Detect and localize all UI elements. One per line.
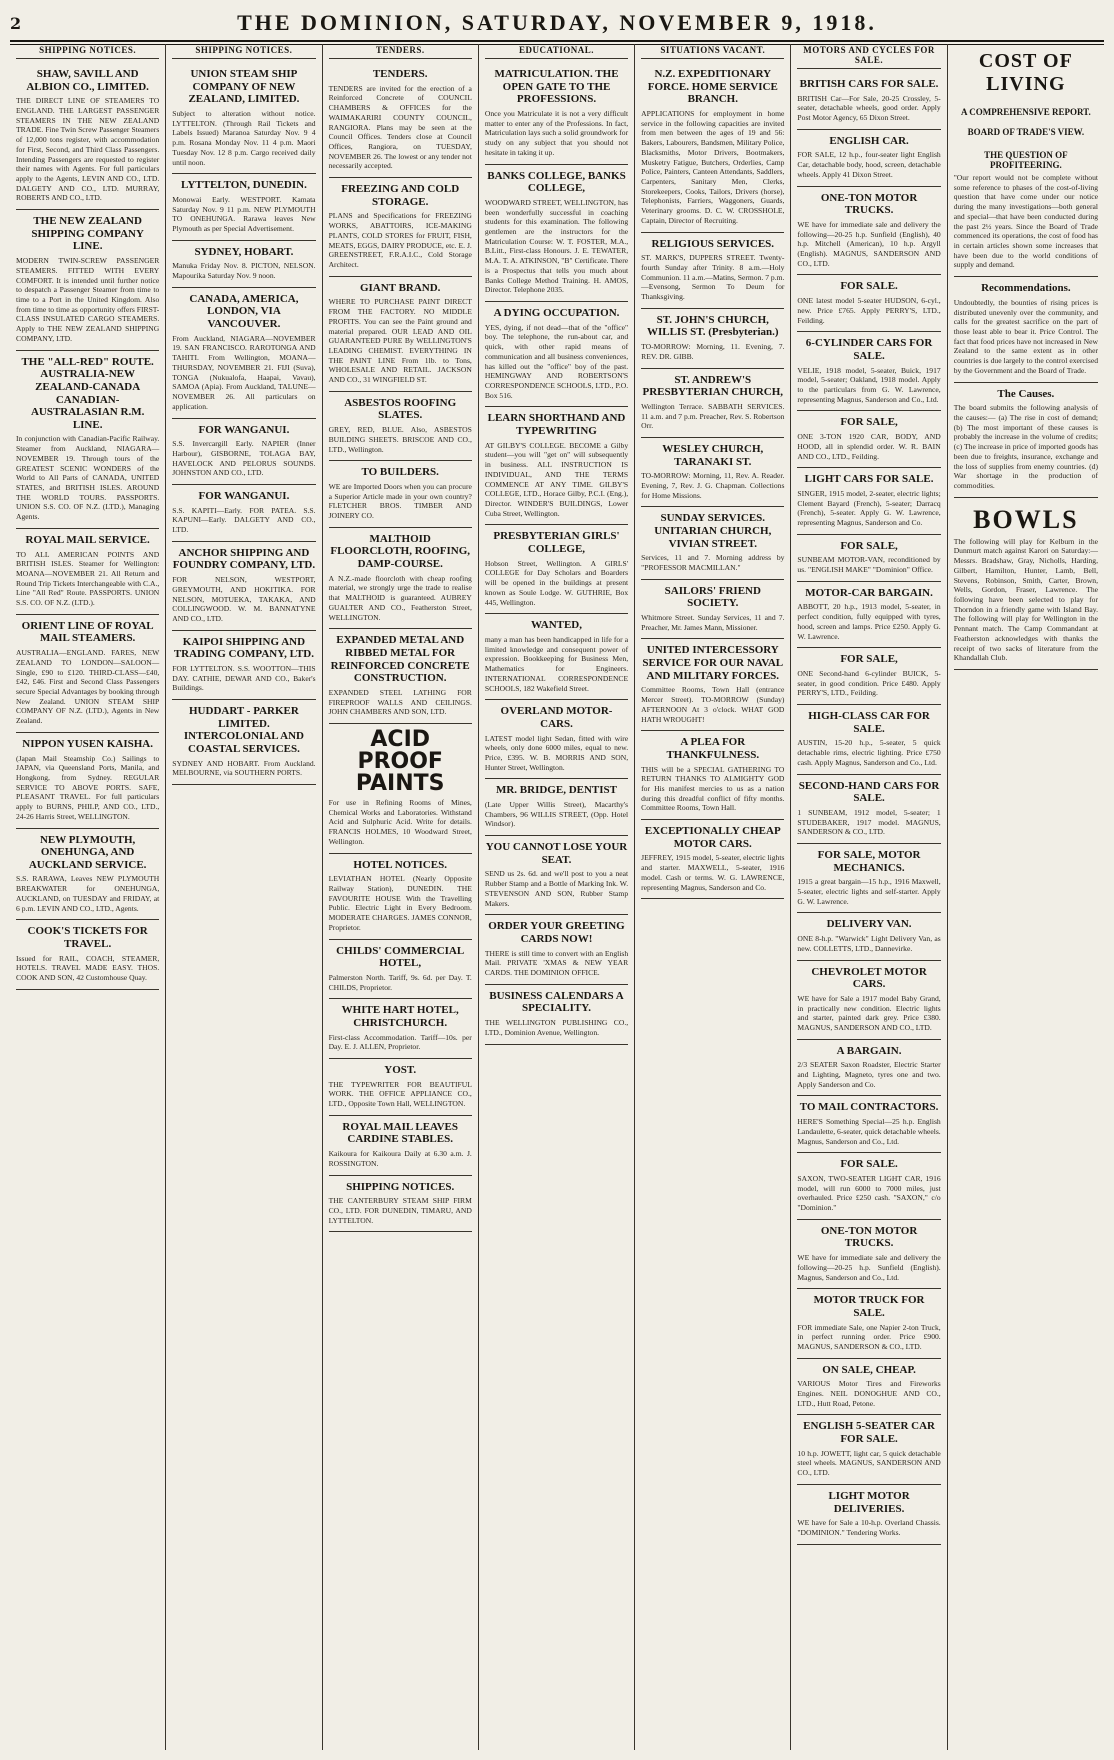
advertisement xyxy=(797,705,940,774)
ad-body-text: 2/3 SEATER Saxon Roadster, Electric Starter and Lighting, Magneto, tyres one and two. Apply Sanderson and Co. xyxy=(797,1060,941,1089)
advertisement xyxy=(329,940,472,1000)
advertisement xyxy=(797,844,940,913)
ad-heading: MATRICULATION. THE OPEN GATE TO THE PROFESSIONS. xyxy=(494,68,619,106)
ad-body-text: S.S. Invercargill Early. NAPIER (Inner Harbour), GISBORNE, TOLAGA BAY, HAVELOCK AND PELORUS SOUNDS. JOHNSTON AND CO., LTD. xyxy=(172,439,316,478)
ad-heading: ON SALE, CHEAP. xyxy=(822,1363,916,1376)
advertisement xyxy=(641,438,784,507)
ad-heading: HIGH-CLASS CAR FOR SALE. xyxy=(808,710,930,735)
advertisement xyxy=(641,507,784,579)
ad-heading: A COMPREHENSIVE REPORT. xyxy=(960,107,1091,117)
ad-heading: ASBESTOS ROOFING SLATES. xyxy=(344,396,457,422)
advertisement xyxy=(797,775,940,844)
advertisement xyxy=(16,210,159,350)
advertisement xyxy=(16,733,159,829)
advertisement xyxy=(329,63,472,178)
advertisement xyxy=(641,369,784,438)
ad-heading: ROYAL MAIL LEAVES CARDINE STABLES. xyxy=(342,1120,458,1146)
advertisement xyxy=(954,142,1098,277)
advertisement xyxy=(641,309,784,369)
ad-body-text: Once you Matriculate it is not a very difficult matter to enter any of the Professions. In fact, Matriculation lays such a solid groundwork for study on any subject that you should not hesitate in taking it up. xyxy=(484,108,629,157)
advertisement xyxy=(797,332,940,411)
advertisement xyxy=(797,1415,940,1484)
advertisement xyxy=(954,383,1098,498)
advertisement xyxy=(797,73,940,130)
ad-heading: PRESBYTERIAN GIRLS' COLLEGE, xyxy=(493,530,620,556)
advertisement xyxy=(329,1059,472,1116)
ad-body-text: S.S. KAPITI—Early. FOR PATEA. S.S. KAPUNI—Early. DALGETY AND CO., LTD. xyxy=(172,505,316,535)
ad-heading: ST. ANDREW'S PRESBYTERIAN CHURCH, xyxy=(642,373,784,399)
ad-heading: FOR SALE, xyxy=(840,653,898,666)
columns-container xyxy=(10,44,1104,1750)
advertisement xyxy=(797,130,940,187)
ad-heading: ENGLISH CAR. xyxy=(829,134,909,147)
ad-body-text: Manuka Friday Nov. 8. PICTON, NELSON. Mapourika Saturday Nov. 9 noon. xyxy=(172,261,316,281)
ad-heading: ANCHOR SHIPPING AND FOUNDRY COMPANY, LTD. xyxy=(172,546,316,572)
advertisement xyxy=(329,1116,472,1176)
advertisement xyxy=(797,187,940,276)
ad-heading: CHEVROLET MOTOR CARS. xyxy=(811,965,927,991)
advertisement xyxy=(954,498,1098,670)
ad-heading: The Causes. xyxy=(997,387,1055,400)
ad-body-text: SYDNEY AND HOBART. From Auckland. MELBOURNE, via SOUTHERN PORTS. xyxy=(172,758,316,778)
advertisement xyxy=(485,836,628,915)
ad-body-text: BRITISH Car—For Sale, 20-25 Crossley, 5-seater, detachable wheels, good order. Apply Post Motor Agency, 65 Dixon Street. xyxy=(797,93,941,123)
advertisement xyxy=(797,535,940,582)
ad-body-text: WE have for immediate sale and delivery the following—20-25 h.p. Sunfield (English). Magnus, Sanderson and Co., Ltd. xyxy=(797,1253,941,1282)
ad-heading: SUNDAY SERVICES. UNITARIAN CHURCH, VIVIAN STREET. xyxy=(654,512,772,550)
ad-body-text: THERE is still time to convert with an English Mail. PRIVATE 'XMAS & NEW YEAR CARDS. THE DOMINION OFFICE. xyxy=(484,948,629,978)
ad-heading: FREEZING AND COLD STORAGE. xyxy=(341,183,460,208)
advertisement xyxy=(485,700,628,779)
ad-body-text: GREY, RED, BLUE. Also, ASBESTOS BUILDING SHEETS. BRISCOE AND CO., LTD., Wellington. xyxy=(328,425,472,454)
advertisement xyxy=(641,63,784,233)
column-4 xyxy=(479,44,635,1750)
advertisement xyxy=(797,913,940,960)
ad-body-text: "Our report would not be complete without some reference to phases of the cost-of-living question that have come under our notice during the many investigations—both general and special—that have been conducted during the past 2½ years. Since the Board of Trade commenced its operations, the cost of food has in certain articles shown some increases that have been due to the world conditions of supply and demand. xyxy=(953,173,1098,270)
advertisement xyxy=(16,920,159,989)
column-heading: SHIPPING NOTICES. xyxy=(172,44,315,59)
column-heading: EDUCATIONAL. xyxy=(485,44,628,59)
newspaper-title: THE DOMINION, SATURDAY, NOVEMBER 9, 1918. xyxy=(237,10,877,35)
ad-body-text: First-class Accommodation. Tariff—10s. per Day. E. J. ALLEN, Proprietor. xyxy=(328,1032,472,1052)
ad-body-text: A N.Z.-made floorcloth with cheap roofing material, we strongly urge the trade to realise that MALTHOID is guaranteed. AUBREY GUALTER AND CO., Featherston Street, WELLINGTON. xyxy=(328,573,472,622)
ad-body-text: TENDERS are invited for the erection of a Reinforced Concrete of COUNCIL CHAMBERS & OFFICES for the WAIMAKARIRI COUNTY COUNCIL, RANGIORA. Plans may be seen at the Council Offices. Tenders close at Council Offices, Rangiora, on TUESDAY, NOVEMBER 26. The lowest or any tender not necessarily accepted. xyxy=(328,83,472,171)
ad-heading: ONE-TON MOTOR TRUCKS. xyxy=(820,1224,918,1250)
column-6 xyxy=(791,44,947,1750)
ad-heading: LYTTELTON, DUNEDIN. xyxy=(181,179,307,192)
ad-body-text: In conjunction with Canadian-Pacific Railway. Steamer from Auckland, NIAGARA—NOVEMBER 19. Through tours of the GREATEST SCENIC WONDERS of the World to All Parts of CANADA, UNITED STATES, and BRITISH ISLES. AROUND THE WORLD TOURS. PASSPORTS. UNION S.S. CO. OF N.Z. (LTD.), Managing Agents. xyxy=(16,434,160,522)
ad-heading: ORDER YOUR GREETING CARDS NOW! xyxy=(488,920,625,945)
advertisement xyxy=(172,174,315,241)
ad-body-text: Subject to alteration without notice. LYTTELTON. (Through Rail Tickets and Labels Issued) Maranoa Saturday Nov. 9 4 p.m. Rosana Monday Nov. 11 4 p.m. Maori Tuesday Nov. 12 8 p.m. Cargo received daily until noon. xyxy=(172,108,316,167)
ad-body-text: ONE 3-TON 1920 CAR, BODY, AND HOOD, all in splendid order. W. R. BAIN AND CO., LTD., Feilding. xyxy=(797,432,941,461)
ad-heading: FOR SALE, MOTOR MECHANICS. xyxy=(817,849,921,874)
advertisement xyxy=(16,615,159,733)
advertisement xyxy=(954,44,1098,102)
ad-body-text: Monowai Early. WESTPORT. Kamata Saturday Nov. 9 11 p.m. NEW PLYMOUTH TO ONEHUNGA. Rarawa leaves New Plymouth as per Special Advertisement. xyxy=(172,194,316,234)
ad-heading: COST OF LIVING xyxy=(978,50,1073,95)
ad-body-text: ONE 8-h.p. "Warwick" Light Delivery Van, as new. COLLETTS, LTD., Dannevirke. xyxy=(797,934,941,953)
ad-heading: THE QUESTION OF PROFITEERING. xyxy=(984,150,1068,170)
ad-heading: A DYING OCCUPATION. xyxy=(493,306,620,319)
advertisement xyxy=(329,854,472,940)
advertisement xyxy=(485,63,628,165)
ad-body-text: SUNBEAM MOTOR-VAN, reconditioned by us. "ENGLISH MAKE" "Dominion" Office. xyxy=(797,555,941,575)
advertisement xyxy=(172,288,315,419)
ad-body-text: VARIOUS Motor Tires and Fireworks Engines. NEIL DONOGHUE AND CO., LTD., Hutt Road, Petone. xyxy=(797,1379,941,1408)
ad-heading: DELIVERY VAN. xyxy=(826,918,912,931)
ad-body-text: SINGER, 1915 model, 2-seater, electric lights; Clement Bayard (French), 5-seater; Darracq (French), 5-seater. Apply G. W. Lawrence, representing Magnus, Sanderson and Co. xyxy=(797,488,941,528)
ad-body-text: WHERE TO PURCHASE PAINT DIRECT FROM THE FACTORY. NO MIDDLE PROFITS. You can see the Paint ground and material prepared. OUR LEAD AND OIL GUARANTEED PURE By WELLINGTON'S LEADING CHEMIST. EVERYTHING IN THE PAINT LINE From 1lb. to Tons, WHOLESALE AND RETAIL. JACKSON AND CO., 31 WINGFIELD ST. xyxy=(328,297,472,385)
advertisement xyxy=(172,485,315,542)
ad-body-text: Whitmore Street. Sunday Services, 11 and 7. Preacher, Mr. James Mann, Missioner. xyxy=(641,613,785,632)
ad-heading: TO MAIL CONTRACTORS. xyxy=(799,1101,939,1114)
ad-heading: BRITISH CARS FOR SALE. xyxy=(799,78,939,90)
ad-body-text: THE WELLINGTON PUBLISHING CO., LTD., Dominion Avenue, Wellington. xyxy=(484,1018,629,1037)
ad-heading: ACID PROOF PAINTS xyxy=(355,727,445,796)
ad-body-text: PLANS and Specifications for FREEZING WORKS, ABATTOIRS, ICE-MAKING PLANTS, COLD STORES for FRUIT, FISH, MEATS, EGGS, DAIRY PRODUCE, etc. E. J. GREENSTREET, F.R.A.I.C., Cold Storage Architect. xyxy=(328,211,472,269)
ad-body-text: Issued for RAIL, COACH, STEAMER, HOTELS. TRAVEL MADE EASY. THOS. COOK AND SON, 42 Customhouse Quay. xyxy=(16,953,160,983)
ad-body-text: WE have for Sale a 10-h.p. Overland Chassis. "DOMINION." Tendering Works. xyxy=(797,1518,941,1537)
advertisement xyxy=(172,631,315,700)
advertisement xyxy=(641,731,784,820)
advertisement xyxy=(172,419,315,486)
ad-heading: NEW PLYMOUTH, ONEHUNGA, AND AUCKLAND SERVICE. xyxy=(28,833,147,871)
ad-body-text: JEFFREY, 1915 model, 5-seater, electric lights and starter. MAXWELL, 5-seater, 1916 model. Cash or terms. W. G. LAWRENCE, representing Magnus, Sanderson and Co. xyxy=(641,853,785,892)
advertisement xyxy=(641,233,784,309)
advertisement xyxy=(797,468,940,535)
advertisement xyxy=(954,102,1098,122)
ad-body-text: ONE Second-hand 6-cylinder BUICK, 5-seater, in good condition. Price £480. Apply PERRY'S, LTD., Feilding. xyxy=(797,668,941,698)
ad-body-text: TO-MORROW: Morning, 11. Evening, 7. REV. DR. GIBB. xyxy=(641,342,785,361)
ad-heading: LIGHT CARS FOR SALE. xyxy=(804,473,934,486)
ad-body-text: Wellington Terrace. SABBATH SERVICES. 11 a.m. and 7 p.m. Preacher, Rev. S. Robertson Orr. xyxy=(641,401,785,431)
advertisement xyxy=(485,614,628,700)
advertisement xyxy=(797,1096,940,1153)
ad-body-text: FOR immediate Sale, one Napier 2-ton Truck, in perfect running order. Price £900. MAGNUS, SANDERSON & CO., LTD. xyxy=(797,1322,941,1351)
ad-body-text: APPLICATIONS for employment in home service in the following capacities are invited from men between the ages of 19 and 56: Bakers, Labourers, Bandsmen, Military Police, Blacksmiths, Motor Drivers, Bootmakers, Musketry Fatigue, Butchers, Orderlies, Camp Police, Painters, Canteen Attendants, Saddlers, Carpenters, Sanitary Men, Clerks, Storekeepers, Cooks, Tailors, Drivers (horse), Telephonists, Farriers, Waggoners, Guards, Veterinary grooms. D. C. W. CROSSHOLE, Captain, Director of Recruiting. xyxy=(641,108,785,225)
ad-heading: WANTED, xyxy=(530,619,583,632)
advertisement xyxy=(172,542,315,631)
advertisement xyxy=(485,165,628,302)
ad-body-text: WE have for Sale a 1917 model Baby Grand, in practically new condition. Electric lights and starter, painted dark grey. Price £380. MAGNUS, SANDERSON AND CO., LTD. xyxy=(797,993,941,1032)
advertisement xyxy=(485,779,628,836)
ad-body-text: LATEST model light Sedan, fitted with wire wheels, only done 6000 miles, equal to new. Price, £395. W. B. MORRIS AND SON, Hunter Street, Wellington. xyxy=(484,733,629,772)
ad-body-text: WOODWARD STREET, WELLINGTON, has been wonderfully successful in coaching students for this examination. The following gentlemen are the instructors for the Matriculation Course: W. T. FOSTER, M.A., B.Litt., First-class Honours. J. E. TEWATER, M.A. T. A. ATKINSON, "B" Certificate. There is a Prospectus that tells you much about Banks College Method Training. H. AMOS, Director. Telephone 2035. xyxy=(484,197,629,295)
ad-heading: CHILDS' COMMERCIAL HOTEL, xyxy=(336,944,465,970)
ad-body-text: ST. MARK'S, DUPPERS STREET. Twenty-fourth Sunday after Trinity. 8 a.m.—Holy Communion. 11 a.m.—Matins, Sermon. 7 p.m.—Evensong, Sermon To Deum for Thanksgiving. xyxy=(641,253,785,302)
column-7 xyxy=(948,44,1104,1750)
advertisement xyxy=(485,915,628,984)
advertisement xyxy=(797,411,940,468)
ad-heading: TENDERS. xyxy=(372,68,428,80)
ad-body-text: THE DIRECT LINE OF STEAMERS TO ENGLAND. THE LARGEST PASSENGER STEAMERS IN THE NEW ZEALAND TRADE. Fine Twin Screw Passenger Steamers of 12,000 tons register, with accommodation for First, Second, and Third Class Passengers. Intending Passengers are requested to register their names with Agents. For full particulars apply to the Agents, LEVIN AND CO., LTD. DALGETY AND CO., LTD. MURRAY, ROBERTS AND CO., LTD. xyxy=(16,96,160,203)
ad-body-text: FOR LYTTELTON. S.S. WOOTTON—THIS DAY. CATHIE, DEWAR AND CO., Baker's Buildings. xyxy=(172,663,316,693)
advertisement xyxy=(797,1359,940,1416)
ad-body-text: AUSTIN, 15-20 h.p., 5-seater, 5 quick detachable rims, electric lighting. Price £750 cash. Apply Magnus, Sanderson and Co., Ltd. xyxy=(797,738,941,767)
ad-heading: ENGLISH 5-SEATER CAR FOR SALE. xyxy=(803,1420,935,1446)
advertisement xyxy=(329,178,472,277)
ad-body-text: Kaikoura for Kaikoura Daily at 6.30 a.m. J. ROSSINGTON. xyxy=(328,1149,472,1168)
ad-heading: THE NEW ZEALAND SHIPPING COMPANY LINE. xyxy=(31,215,144,253)
advertisement xyxy=(797,648,940,705)
advertisement xyxy=(797,1220,940,1289)
ad-heading: MOTOR-CAR BARGAIN. xyxy=(805,586,933,599)
ad-heading: MR. BRIDGE, DENTIST xyxy=(495,784,617,797)
advertisement xyxy=(329,999,472,1059)
ad-heading: KAIPOI SHIPPING AND TRADING COMPANY, LTD. xyxy=(173,635,314,661)
ad-heading: FOR WANGANUI. xyxy=(198,423,290,436)
ad-body-text: The following will play for Kelburn in the Dunmurt match against Karori on Saturday:—Messrs. Bradshaw, Gray, Nicholls, Harding, Gilbert, Hamilton, Hunter, Lamb, Bell, Stevens, Robinson, Smith, Carter, Brown, Wells, Gordon, Fraser, Lawrence. The following have been selected to play for Thorndon in a friendly game with Island Bay. The following will play for Wellington in the Pennant match. The Camp Commandant at Featherston acknowledges with thanks the receipt of two sacks of literature from the Khandallah Club. xyxy=(953,536,1098,663)
advertisement xyxy=(485,302,628,407)
advertisement xyxy=(797,275,940,332)
ad-heading: FOR SALE, xyxy=(840,416,898,429)
ad-body-text: THE TYPEWRITER FOR BEAUTIFUL WORK. THE OFFICE APPLIANCE CO., LTD., Opposite Town Hall, WELLINGTON. xyxy=(328,1079,472,1109)
ad-heading: ST. JOHN'S CHURCH, WILLIS ST. (Presbyterian.) xyxy=(646,313,779,339)
advertisement xyxy=(329,528,472,630)
advertisement xyxy=(797,961,940,1040)
ad-body-text: YES, dying, if not dead—that of the "office" boy. The telephone, the run-about car, and quick, with other rapid means of communication and all business conveniences, has killed out the "office" boy of the past. HEMINGWAY AND ROBERTSON'S CORRESPONDENCE SCHOOLS, LTD., P.O. Box 516. xyxy=(484,322,629,400)
ad-body-text: 10 h.p. JOWETT, light car, 5 quick detachable steel wheels. MAGNUS, SANDERSON AND CO., LTD. xyxy=(797,1448,941,1478)
ad-heading: EXCEPTIONALLY CHEAP MOTOR CARS. xyxy=(644,825,781,850)
ad-heading: COOK'S TICKETS FOR TRAVEL. xyxy=(27,925,148,950)
advertisement xyxy=(329,461,472,528)
ad-body-text: FOR SALE, 12 h.p., four-seater light English Car, detachable body, hood, screen, detachable wheels. Apply 41 Dixon Street. xyxy=(797,150,941,179)
column-2 xyxy=(166,44,322,1750)
ad-heading: ORIENT LINE OF ROYAL MAIL STEAMERS. xyxy=(21,619,154,645)
column-heading: TENDERS. xyxy=(329,44,472,59)
ad-body-text: AUSTRALIA—ENGLAND. FARES, NEW ZEALAND TO LONDON—SALOON—Single, £90 to £120. THIRD-CLASS—£40, £42, £46. First and Second Class Passengers secure Special Advantages by booking through New Zealand. UNION STEAM SHIP COMPANY OF N.Z. (LTD.), Agents in New Zealand. xyxy=(16,648,160,726)
ad-body-text: HERE'S Something Special—25 h.p. English Landaulette, 6-seater, quick detachable wheels. Magnus, Sanderson and Co., Ltd. xyxy=(797,1117,941,1146)
advertisement xyxy=(641,639,784,731)
advertisement xyxy=(641,580,784,640)
ad-heading: NIPPON YUSEN KAISHA. xyxy=(22,737,153,750)
ad-heading: SYDNEY, HOBART. xyxy=(194,245,294,258)
advertisement xyxy=(797,1153,940,1220)
ad-heading: MALTHOID FLOORCLOTH, ROOFING, DAMP-COURSE. xyxy=(330,532,471,571)
advertisement xyxy=(16,351,159,529)
advertisement xyxy=(797,1040,940,1097)
ad-heading: MOTOR TRUCK FOR SALE. xyxy=(813,1294,925,1319)
advertisement xyxy=(172,700,315,785)
column-1 xyxy=(10,44,166,1750)
column-heading: SITUATIONS VACANT. xyxy=(641,44,784,59)
ad-heading: YOST. xyxy=(384,1063,417,1076)
advertisement xyxy=(329,1176,472,1233)
ad-heading: A PLEA FOR THANKFULNESS. xyxy=(666,736,760,761)
ad-body-text: Hobson Street, Wellington. A GIRLS' COLLEGE for Day Scholars and Boarders will be opened in the buildings at present known as Soule Lodge. W. GUTHRIE, Box 445, Wellington. xyxy=(484,558,629,607)
ad-body-text: The board submits the following analysis of the causes:— (a) The rise in cost of demand; (b) The most important of these causes is probably the increase in the volume of credits; (c) The increase in price of imported goods has been due to freights, insurance, exchange and the loss of supplies from enemy countries. (d) War shortage in the production of commodities. xyxy=(953,403,1098,490)
advertisement xyxy=(16,829,159,921)
ad-heading: HUDDART - PARKER LIMITED. INTERCOLONIAL AND COASTAL SERVICES. xyxy=(183,705,304,756)
ad-body-text: ABBOTT, 20 h.p., 1913 model, 5-seater, in perfect condition, fully equipped with tyres, hood, screen and lamps. Price £250. Apply G. W. Lawrence. xyxy=(797,602,941,641)
ad-body-text: THE CANTERBURY STEAM SHIP FIRM CO., LTD. FOR DUNEDIN, TIMARU, AND LYTTELTON. xyxy=(328,1196,472,1225)
ad-body-text: For use in Refining Rooms of Mines, Chemical Works and Laboratories. Withstand Acid and Sulphuric Acid. Write for details. FRANCIS HOLMES, 10 Woodward Street, Wellington. xyxy=(328,798,472,846)
ad-heading: N.Z. EXPEDITIONARY FORCE. HOME SERVICE BRANCH. xyxy=(647,68,778,106)
ad-body-text: THIS will be a SPECIAL GATHERING TO RETURN THANKS TO ALMIGHTY GOD for His manifest mercies to us as a nation during this dreadful conflict of fifty months. Committee Rooms, Town Hall. xyxy=(641,764,785,813)
ad-heading: A BARGAIN. xyxy=(836,1044,902,1057)
advertisement xyxy=(329,392,472,461)
column-heading: SHIPPING NOTICES. xyxy=(16,44,159,59)
advertisement xyxy=(172,241,315,288)
ad-body-text: 1 SUNBEAM, 1912 model, 5-seater; 1 STUDEBAKER, 1917 model. MAGNUS, SANDERSON & CO., LTD. xyxy=(797,807,941,837)
advertisement xyxy=(954,277,1098,382)
ad-body-text: many a man has been handicapped in life for a limited knowledge and consequent power of expression. Bookkeeping for Business Men, Mathematics for Engineers. INTERNATIONAL CORRESPONDENCE SCHOOLS, 182 Wakefield Street. xyxy=(484,634,629,693)
advertisement xyxy=(797,1289,940,1358)
ad-heading: ONE-TON MOTOR TRUCKS. xyxy=(820,191,918,217)
ad-heading: LIGHT MOTOR DELIVERIES. xyxy=(828,1489,910,1515)
ad-body-text: From Auckland, NIAGARA—NOVEMBER 19. SAN FRANCISCO. RAROTONGA AND TAHITI. From Wellington, MOANA—THURSDAY, NOVEMBER 21. FIJI (Suva), TONGA (Nukualofa, Haapai, Vavau), SAMOA (Apia). From Auckland, TALUNE—NOVEMBER 26. All particulars on application. xyxy=(172,333,316,411)
ad-heading: TO BUILDERS. xyxy=(361,466,439,479)
advertisement xyxy=(16,63,159,210)
ad-heading: ROYAL MAIL SERVICE. xyxy=(25,533,150,546)
advertisement xyxy=(797,582,940,649)
advertisement xyxy=(172,63,315,174)
ad-body-text: 1915 a great bargain—15 h.p., 1916 Maxwell, 5-seater, electric lights and self-starter. Apply G. W. Lawrence. xyxy=(797,877,941,906)
ad-heading: FOR WANGANUI. xyxy=(198,490,290,503)
ad-body-text: EXPANDED STEEL LATHING FOR FIREPROOF WALLS AND CEILINGS. JOHN CHAMBERS AND SON, LTD. xyxy=(328,687,472,717)
ad-body-text: WE have for immediate sale and delivery the following—20-25 h.p. Sunfield (English), 40 h.p. Mitchell (American), 10 h.p. Argyll (English). MAGNUS, SANDERSON AND CO., LTD. xyxy=(797,219,941,268)
ad-heading: WHITE HART HOTEL, CHRISTCHURCH. xyxy=(341,1004,459,1029)
ad-heading: UNION STEAM SHIP COMPANY OF NEW ZEALAND, LIMITED. xyxy=(188,68,300,106)
ad-body-text: SEND us 2s. 6d. and we'll post to you a neat Rubber Stamp and a Bottle of Marking Ink. W. STEVENSON AND SON, Rubber Stamp Makers. xyxy=(484,869,629,908)
ad-heading: FOR SALE. xyxy=(840,1158,898,1171)
advertisement xyxy=(16,529,159,615)
ad-heading: GIANT BRAND. xyxy=(359,281,441,294)
ad-body-text: (Japan Mail Steamship Co.) Sailings to JAPAN, via Queensland Ports, Manila, and Hongkong, from Sydney. REGULAR SERVICE TO ABOVE PORTS. SAFE, PLEASANT TRAVEL. For full particulars apply to BURNS, PHILP, AND CO., LTD., 24-26 Harris Street, WELLINGTON. xyxy=(16,753,160,821)
ad-heading: RELIGIOUS SERVICES. xyxy=(651,237,775,250)
ad-heading: SHAW, SAVILL AND ALBION CO., LIMITED. xyxy=(26,68,149,93)
advertisement xyxy=(485,525,628,614)
ad-body-text: SAXON, TWO-SEATER LIGHT CAR, 1916 model, will run 6000 to 7000 miles, just overhauled. Price £250 cash. "SAXON," c/o "Dominion." xyxy=(797,1173,941,1213)
ad-heading: BOWLS xyxy=(973,504,1079,534)
advertisement xyxy=(641,820,784,899)
ad-heading: EXPANDED METAL AND RIBBED METAL FOR REINFORCED CONCRETE CONSTRUCTION. xyxy=(330,634,470,685)
ad-heading: LEARN SHORTHAND AND TYPEWRITING xyxy=(487,412,626,438)
advertisement xyxy=(329,277,472,392)
ad-body-text: S.S. RARAWA, Leaves NEW PLYMOUTH BREAKWATER for ONEHUNGA, AUCKLAND, on TUESDAY and FRIDAY, at 6 p.m. LEVIN AND CO., LTD., Agents. xyxy=(16,874,160,913)
ad-body-text: Palmerston North. Tariff, 9s. 6d. per Day. T. CHILDS, Proprietor. xyxy=(328,972,472,992)
advertisement xyxy=(797,1485,940,1545)
ad-heading: YOU CANNOT LOSE YOUR SEAT. xyxy=(485,841,628,866)
ad-heading: CANADA, AMERICA, LONDON, VIA VANCOUVER. xyxy=(189,292,299,331)
column-heading: MOTORS AND CYCLES FOR SALE. xyxy=(797,44,940,69)
ad-heading: HOTEL NOTICES. xyxy=(353,858,447,871)
advertisement xyxy=(329,724,472,854)
masthead xyxy=(10,6,1104,42)
ad-body-text: ONE latest model 5-seater HUDSON, 6-cyl., new. Price £765. Apply PERRY'S, LTD., Feilding. xyxy=(797,296,941,325)
ad-heading: SECOND-HAND CARS FOR SALE. xyxy=(798,779,940,805)
advertisement xyxy=(485,985,628,1045)
column-5 xyxy=(635,44,791,1750)
ad-heading: FOR SALE, xyxy=(840,539,898,552)
ad-body-text: Undoubtedly, the bounties of rising prices is distributed unevenly over the community, and calls for the greatest sacrifice on the part of those least able to bear it. Price Control. The fact that food prices have not increased in New Zealand to the same extent as in other countries is due largely to the control exercised by the Government and the Board of Trade. xyxy=(953,297,1098,375)
ad-body-text: TO-MORROW: Morning, 11, Rev. A. Reader. Evening, 7, Rev. J. G. Chapman. Collections for Home Missions. xyxy=(641,471,785,500)
ad-heading: 6-CYLINDER CARS FOR SALE. xyxy=(805,337,933,362)
ad-body-text: FOR NELSON, WESTPORT, GREYMOUTH, AND HOKITIKA. FOR NELSON, MOTUEKA, TAKAKA, AND COLLINGWOOD. W. M. BANNATYNE AND CO., LTD. xyxy=(172,575,316,623)
column-3 xyxy=(323,44,479,1750)
ad-body-text: WE are Imported Doors when you can procure a Superior Article made in your own country? FLETCHER BROS. TIMBER AND JOINERY CO. xyxy=(328,481,472,521)
ad-body-text: LEVIATHAN HOTEL (Nearly Opposite Railway Station), DUNEDIN. THE FAVOURITE HOUSE With the Travelling Public. Electric Light in Every Bedroom. MODERATE CHARGES. JAMES CONNOR, Proprietor. xyxy=(328,874,472,932)
advertisement xyxy=(954,122,1098,142)
advertisement xyxy=(329,629,472,724)
ad-body-text: Services, 11 and 7. Morning address by "PROFESSOR MACMILLAN." xyxy=(641,553,785,573)
ad-heading: BOARD OF TRADE'S VIEW. xyxy=(967,127,1085,137)
ad-heading: WESLEY CHURCH, TARANAKI ST. xyxy=(662,442,764,468)
ad-body-text: AT GILBY'S COLLEGE. BECOME a Gilby student—you will "get on" will subsequently in business. ALL INSTRUCTION IS INDIVIDUAL, AND THE TERMS COMMENCE AT ANY TIME. GILBY'S COLLEGE, LTD., Horace Gilby, P.C.I. (Eng.), Director. WINDER'S BUILDINGS, Lower Cuba Street, Wellington. xyxy=(484,440,629,518)
ad-body-text: Committee Rooms, Town Hall (entrance Mercer Street). TO-MORROW (Sunday) AFTERNOON At 3 o'clock. WHAT GOD HATH WROUGHT! xyxy=(641,685,785,724)
advertisement xyxy=(485,407,628,525)
ad-body-text: (Late Upper Willis Street), Macarthy's Chambers, 96 WILLIS STREET, (Opp. Hotel Windsor). xyxy=(484,800,629,829)
ad-heading: FOR SALE. xyxy=(840,280,898,293)
ad-heading: Recommendations. xyxy=(981,282,1071,295)
ad-heading: UNITED INTERCESSORY SERVICE FOR OUR NAVAL AND MILITARY FORCES. xyxy=(642,644,784,682)
ad-heading: SHIPPING NOTICES. xyxy=(346,1180,455,1193)
ad-heading: BUSINESS CALENDARS A SPECIALITY. xyxy=(489,989,624,1015)
page-number: 2 xyxy=(10,13,22,33)
ad-heading: OVERLAND MOTOR-CARS. xyxy=(500,705,613,730)
ad-body-text: VELIE, 1918 model, 5-seater, Buick, 1917 model, 5-seater; Oakland, 1918 model. Apply to the particulars from G. W. Lawrence, representing Magnus, Sanderson and Co., Ltd. xyxy=(797,365,941,404)
ad-body-text: MODERN TWIN-SCREW PASSENGER STEAMERS. FITTED WITH EVERY COMFORT. It is intended until further notice to despatch a Passenger Steamer from time to time to a Port in the United Kingdom. Also from time to time as opportunity offers FIRST-CLASS INSULATED CARGO STEAMERS. Apply to THE NEW ZEALAND SHIPPING COMPANY, LTD. xyxy=(16,256,160,343)
ad-heading: THE "ALL-RED" ROUTE. AUSTRALIA-NEW ZEALAND-CANADA CANADIAN-AUSTRALASIAN R.M. LINE. xyxy=(21,355,154,431)
ad-body-text: TO ALL AMERICAN POINTS AND BRITISH ISLES. Steamer for Wellington: MOANA—NOVEMBER 21. All Return and Round Trip Tickets Interchangeable with C.A., Line "All Red" Route. PASSPORTS. UNION S.S. CO. OF N.Z. (LTD.). xyxy=(16,549,160,608)
ad-heading: SAILORS' FRIEND SOCIETY. xyxy=(664,584,761,610)
ad-heading: BANKS COLLEGE, BANKS COLLEGE, xyxy=(487,169,626,195)
